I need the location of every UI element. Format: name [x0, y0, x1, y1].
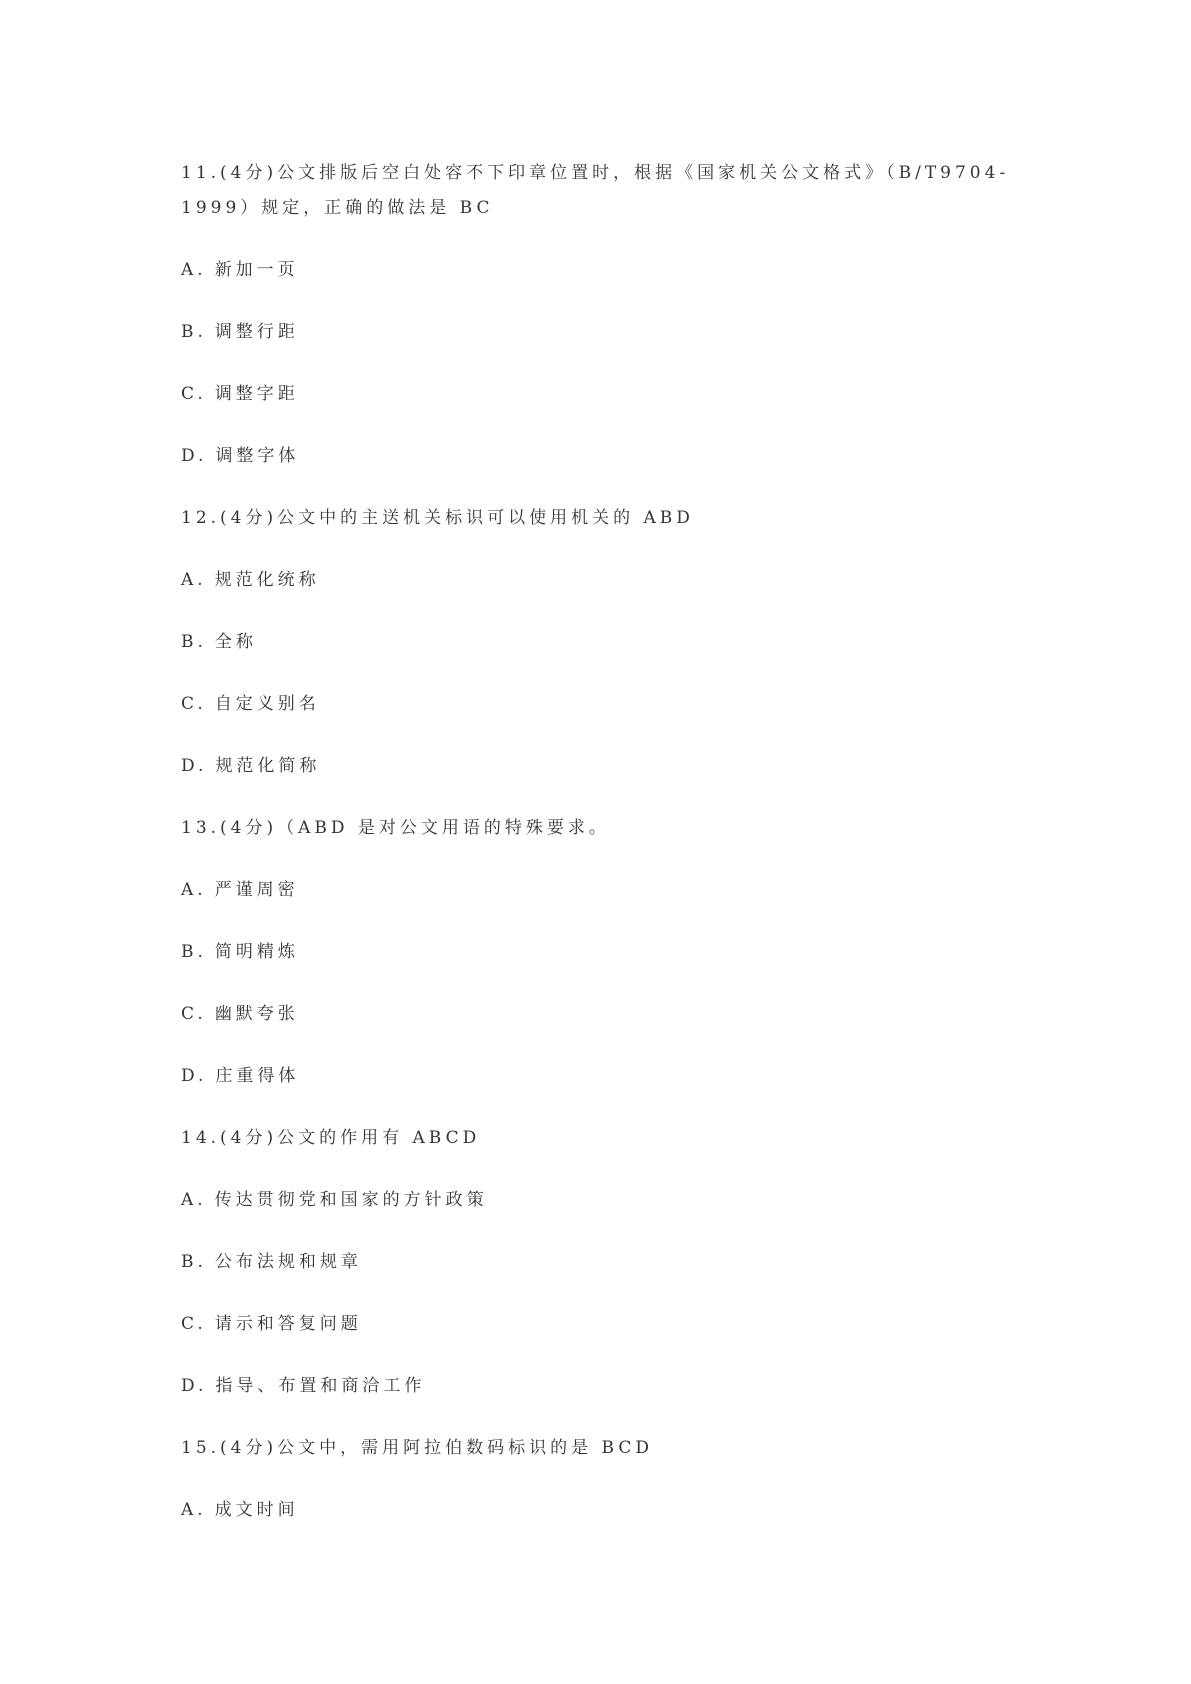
option-text: 简明精炼 [214, 942, 299, 962]
option-d [181, 749, 1041, 784]
question-12 [181, 501, 1041, 784]
option-letter: C. [181, 384, 207, 404]
option-text: 传达贯彻党和国家的方针政策 [214, 1190, 488, 1210]
question-15 [181, 1431, 1041, 1528]
option-text: 请示和答复问题 [214, 1314, 362, 1334]
option-letter: B. [181, 1252, 207, 1272]
question-stem: 11.(4分)公文排版后空白处容不下印章位置时，根据《国家机关公文格式》（B/T9704-1999）规定，正确的做法是 BC [181, 163, 1010, 218]
option-b [181, 935, 1041, 970]
option-letter: D. [181, 1066, 208, 1086]
option-a [181, 1493, 1041, 1528]
option-a [181, 873, 1041, 908]
option-text: 公布法规和规章 [214, 1252, 362, 1272]
option-a [181, 1183, 1041, 1218]
question-13 [181, 811, 1041, 1094]
question-11 [181, 156, 1041, 474]
option-letter: A. [181, 880, 207, 900]
option-letter: C. [181, 1314, 207, 1334]
option-letter: B. [181, 322, 207, 342]
option-letter: D. [181, 1376, 208, 1396]
option-d [181, 1369, 1041, 1404]
option-text: 严谨周密 [214, 880, 299, 900]
option-text: 新加一页 [214, 260, 299, 280]
option-text: 幽默夸张 [214, 1004, 299, 1024]
option-b [181, 315, 1041, 350]
option-a [181, 563, 1041, 598]
question-14 [181, 1121, 1041, 1404]
question-stem: 15.(4分)公文中，需用阿拉伯数码标识的是 BCD [181, 1438, 653, 1458]
option-text: 规范化统称 [214, 570, 320, 590]
question-stem: 13.(4分)（ABD 是对公文用语的特殊要求。 [181, 818, 610, 838]
option-letter: B. [181, 632, 207, 652]
question-stem: 12.(4分)公文中的主送机关标识可以使用机关的 ABD [181, 508, 694, 528]
option-letter: A. [181, 570, 207, 590]
option-c [181, 687, 1041, 722]
option-a [181, 253, 1041, 288]
option-text: 成文时间 [214, 1500, 299, 1520]
option-c [181, 377, 1041, 412]
option-d [181, 439, 1041, 474]
option-letter: A. [181, 1500, 207, 1520]
option-letter: C. [181, 1004, 207, 1024]
option-text: 调整字距 [214, 384, 299, 404]
option-c [181, 1307, 1041, 1342]
option-letter: C. [181, 694, 207, 714]
option-text: 全称 [214, 632, 257, 652]
option-b [181, 1245, 1041, 1280]
option-letter: D. [181, 756, 208, 776]
option-text: 庄重得体 [215, 1066, 300, 1086]
question-list [181, 156, 1041, 1555]
option-text: 自定义别名 [214, 694, 320, 714]
option-d [181, 1059, 1041, 1094]
option-text: 规范化简称 [215, 756, 321, 776]
option-text: 调整行距 [214, 322, 299, 342]
option-c [181, 997, 1041, 1032]
question-stem: 14.(4分)公文的作用有 ABCD [181, 1128, 481, 1148]
option-letter: A. [181, 1190, 207, 1210]
option-letter: A. [181, 260, 207, 280]
option-letter: B. [181, 942, 207, 962]
option-letter: D. [181, 446, 208, 466]
option-b [181, 625, 1041, 660]
option-text: 调整字体 [215, 446, 300, 466]
option-text: 指导、布置和商洽工作 [215, 1376, 426, 1396]
